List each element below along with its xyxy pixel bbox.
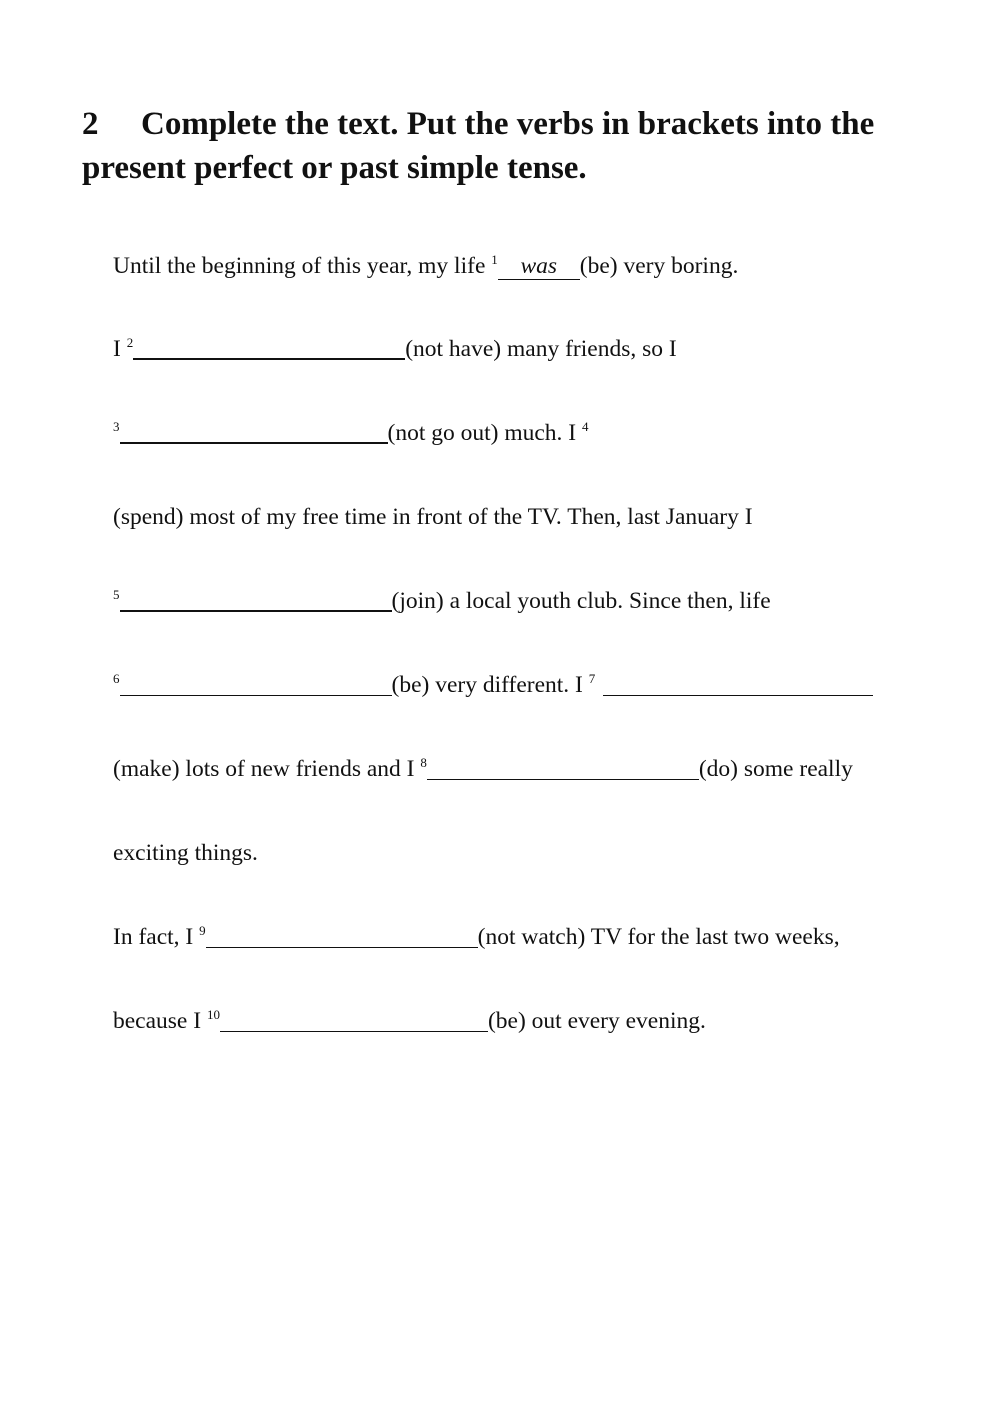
answer-blank-2[interactable] xyxy=(133,336,405,360)
gap-number: 1 xyxy=(491,252,498,267)
text-line-7 xyxy=(113,753,853,785)
text-segment: I xyxy=(113,336,127,362)
text-segment: (not watch) TV for the last two weeks, xyxy=(477,924,840,950)
gap-number: 7 xyxy=(588,671,596,686)
gap-number: 10 xyxy=(206,1007,220,1022)
answer-blank-7[interactable] xyxy=(603,673,873,696)
text-line-4 xyxy=(113,501,753,533)
gap-number: 5 xyxy=(113,587,120,602)
text-line-1 xyxy=(113,250,738,282)
text-line-9 xyxy=(113,921,840,953)
text-segment: because I xyxy=(113,1008,207,1034)
gap-number: 2 xyxy=(126,335,134,350)
text-segment: (be) very different. I xyxy=(391,672,589,698)
text-segment: (do) some really xyxy=(698,756,853,782)
gap-number: 9 xyxy=(199,923,206,938)
gap-number: 8 xyxy=(420,755,427,770)
text-line-2 xyxy=(113,333,677,365)
text-segment: (join) a local youth club. Since then, life xyxy=(391,588,771,614)
gap-number: 3 xyxy=(113,419,120,434)
text-segment: Until the beginning of this year, my life xyxy=(113,253,492,279)
exercise-heading xyxy=(82,102,942,190)
gap-number: 4 xyxy=(582,419,589,434)
answer-blank-3[interactable] xyxy=(120,420,388,444)
exercise-number: 2 xyxy=(82,106,99,142)
text-segment: (be) out every evening. xyxy=(487,1008,706,1034)
text-segment: In fact, I xyxy=(113,924,200,950)
exercise-instructions: Complete the text. Put the verbs in brackets into the present perfect or past simple tense. xyxy=(82,106,875,186)
text-line-5 xyxy=(113,585,771,617)
text-line-10 xyxy=(113,1005,706,1037)
example-answer: was xyxy=(498,253,580,280)
text-line-6 xyxy=(113,669,873,701)
text-segment: (be) very boring. xyxy=(579,253,739,279)
answer-blank-9[interactable] xyxy=(206,925,478,948)
text-line-3 xyxy=(113,417,589,449)
text-segment: (make) lots of new friends and I xyxy=(113,756,421,782)
text-segment: (spend) most of my free time in front of the TV. Then, last January I xyxy=(113,504,753,530)
text-segment: (not have) many friends, so I xyxy=(405,336,677,362)
answer-blank-8[interactable] xyxy=(427,757,699,780)
gap-number: 6 xyxy=(113,671,120,686)
text-segment: (not go out) much. I xyxy=(387,420,582,446)
text-segment: exciting things. xyxy=(113,840,258,866)
answer-blank-5[interactable] xyxy=(120,588,392,612)
text-line-8 xyxy=(113,837,258,869)
answer-blank-6[interactable] xyxy=(120,673,392,696)
answer-blank-10[interactable] xyxy=(220,1009,488,1032)
